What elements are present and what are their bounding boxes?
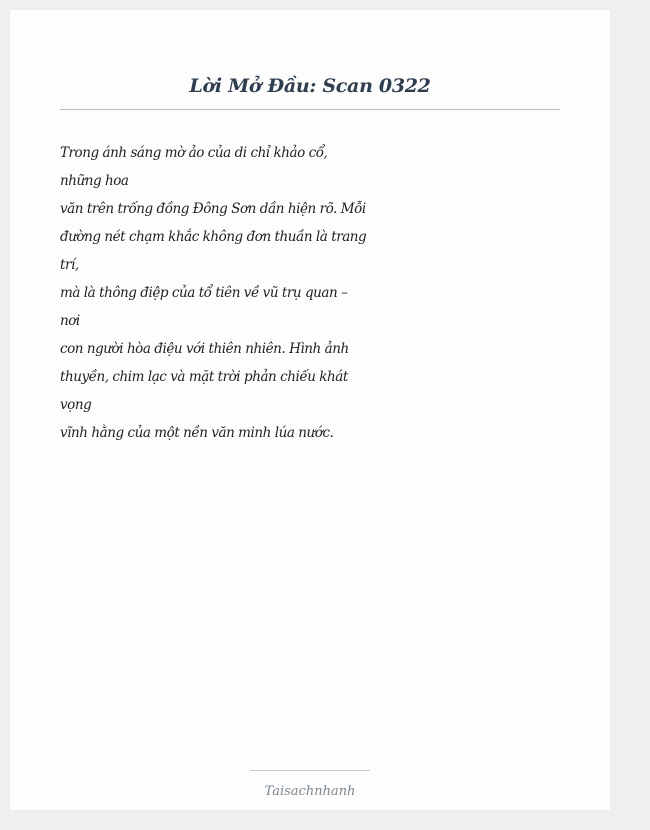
- footer-divider: [250, 770, 370, 771]
- footer-credit: Taisachnhanh: [264, 784, 356, 799]
- body-line: vĩnh hằng của một nền văn minh lúa nước.: [60, 425, 334, 441]
- body-line: đường nét chạm khắc không đơn thuần là trang: [60, 229, 367, 245]
- body-line: thuyền, chim lạc và mặt trời phản chiếu khát: [60, 369, 348, 385]
- body-line: Trong ánh sáng mờ ảo của di chỉ khảo cổ,: [60, 145, 328, 161]
- body-line: mà là thông điệp của tổ tiên về vũ trụ quan –: [60, 285, 348, 301]
- body-line: trí,: [60, 257, 79, 273]
- body-line: văn trên trống đồng Đông Sơn dần hiện rõ. Mỗi: [60, 201, 366, 217]
- document-title: Lời Mở Đầu: Scan 0322: [189, 75, 431, 97]
- body-line: nơi: [60, 313, 80, 329]
- document-page: [10, 10, 610, 810]
- body-line: con người hòa điệu với thiên nhiên. Hình ảnh: [60, 341, 349, 357]
- document-body: [60, 139, 390, 447]
- title-divider: [60, 109, 560, 110]
- body-line: vọng: [60, 397, 92, 413]
- body-line: những hoa: [60, 173, 129, 189]
